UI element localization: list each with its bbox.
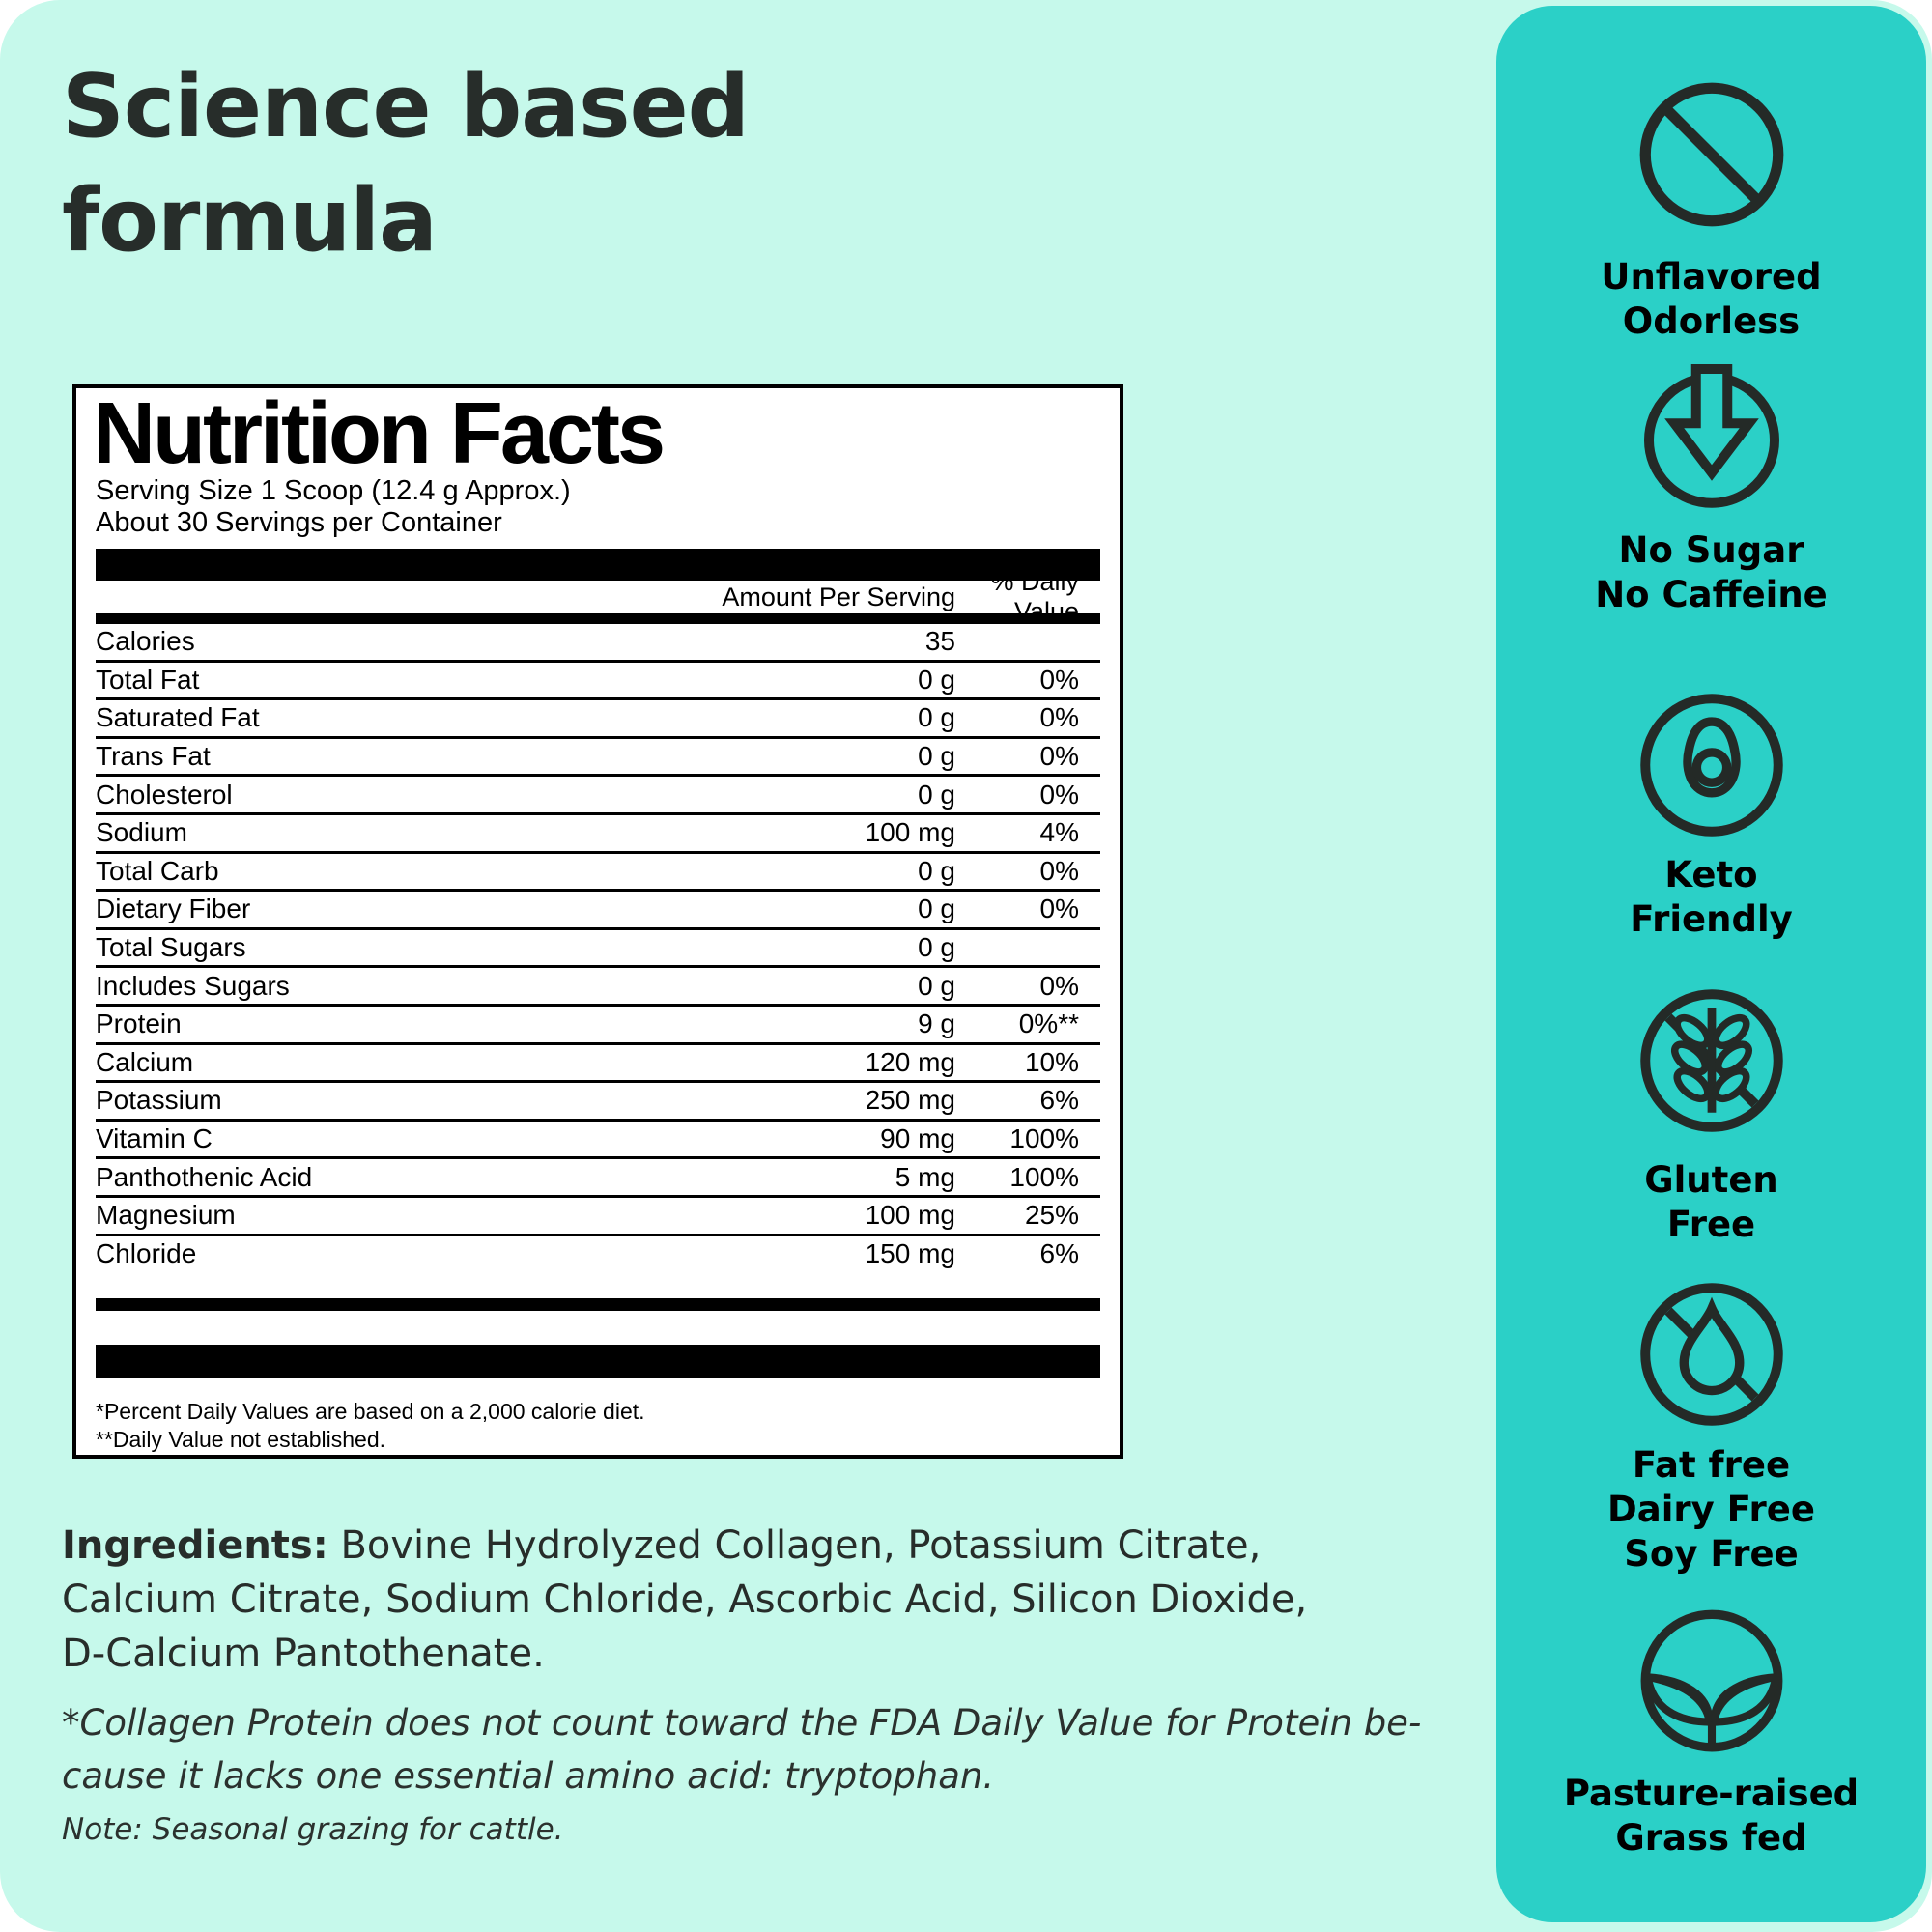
feature-pasture-raised [1496,1608,1926,1861]
arrow-down-icon [1639,364,1784,509]
nutrition-facts-title: Nutrition Facts [93,385,664,482]
collagen-protein-note: *Collagen Protein does not count toward the FDA Daily Value for Protein be- cause it lacks one essential amino acid: tryptophan. [62,1702,1422,1797]
ingredients-line-2: Calcium Citrate, Sodium Chloride, Ascorbic Acid, Silicon Dioxide, [62,1577,1308,1622]
feature-unflavored [1496,82,1926,344]
table-row-dietary-fiber: Dietary Fiber 0 g 0% [96,892,1100,930]
table-row-cholesterol: Cholesterol 0 g 0% [96,777,1100,815]
table-row-protein: Protein 9 g 0%** [96,1007,1100,1045]
dv-not-established-footnote: **Daily Value not established. [96,1427,386,1453]
table-row-potassium: Potassium 250 mg 6% [96,1083,1100,1122]
table-row-panthothenic-acid: Panthothenic Acid 5 mg 100% [96,1159,1100,1198]
no-icon [1639,82,1784,227]
ingredients-line-1: Ingredients: Bovine Hydrolyzed Collagen, Potassium Citrate, [62,1523,1262,1568]
avocado-icon [1639,693,1784,838]
table-row-vitamin-c: Vitamin C 90 mg 100% [96,1122,1100,1160]
servings-per-container-text: About 30 Servings per Container [96,507,502,538]
ingredients-label: Ingredients: [62,1523,328,1568]
nutrition-footnotes [96,1398,1100,1454]
feature-label: Pasture-raised Grass fed [1563,1773,1860,1859]
nutrition-table-header [96,567,1100,626]
feature-keto [1496,693,1926,942]
page-title [62,50,749,278]
feature-label: Unflavored Odorless [1601,256,1822,342]
separator-bar-thick-top [96,549,1100,581]
table-row-total-carb: Total Carb 0 g 0% [96,854,1100,893]
feature-label: Gluten Free [1644,1159,1778,1245]
feature-gluten-free [1496,988,1926,1247]
page-title-line-2: formula [62,170,437,271]
feature-no-sugar [1496,364,1926,617]
table-row-trans-fat: Trans Fat 0 g 0% [96,739,1100,778]
feature-label: No Sugar No Caffeine [1595,529,1828,615]
table-row-calories: Calories 35 [96,624,1100,663]
feature-label: Fat free Dairy Free Soy Free [1607,1444,1815,1575]
table-row-sodium: Sodium 100 mg 4% [96,815,1100,854]
plant-icon [1639,1608,1784,1753]
nutrition-facts-panel [72,384,1123,1459]
nutrition-table [96,624,1100,1271]
separator-bar-thin-header [96,613,1100,624]
column-header-daily-value: % Daily Value [990,567,1079,626]
table-row-includes-sugars: Includes Sugars 0 g 0% [96,968,1100,1007]
grazing-note: Note: Seasonal grazing for cattle. [62,1812,564,1847]
table-row-saturated-fat: Saturated Fat 0 g 0% [96,700,1100,739]
daily-value-footnote: *Percent Daily Values are based on a 2,000 calorie diet. [96,1399,645,1425]
ingredients-text [62,1519,1472,1681]
features-sidebar [1496,6,1926,1922]
column-header-amount: Amount Per Serving [722,582,955,611]
separator-bar-thick-bottom [96,1345,1100,1378]
page-title-line-1: Science based [62,56,750,157]
table-row-total-sugars: Total Sugars 0 g [96,930,1100,969]
table-row-calcium: Calcium 120 mg 10% [96,1045,1100,1084]
separator-bar-thin-bottom [96,1298,1100,1311]
table-row-total-fat: Total Fat 0 g 0% [96,663,1100,701]
feature-fat-free [1496,1282,1926,1577]
wheat-crossed-icon [1639,988,1784,1133]
table-row-chloride: Chloride 150 mg 6% [96,1237,1079,1268]
serving-size-text: Serving Size 1 Scoop (12.4 g Approx.) [96,475,571,506]
table-row-magnesium: Magnesium 100 mg 25% [96,1198,1100,1236]
droplet-crossed-icon [1639,1282,1784,1427]
ingredients-line-3: D-Calcium Pantothenate. [62,1632,545,1676]
feature-label: Keto Friendly [1630,854,1793,940]
